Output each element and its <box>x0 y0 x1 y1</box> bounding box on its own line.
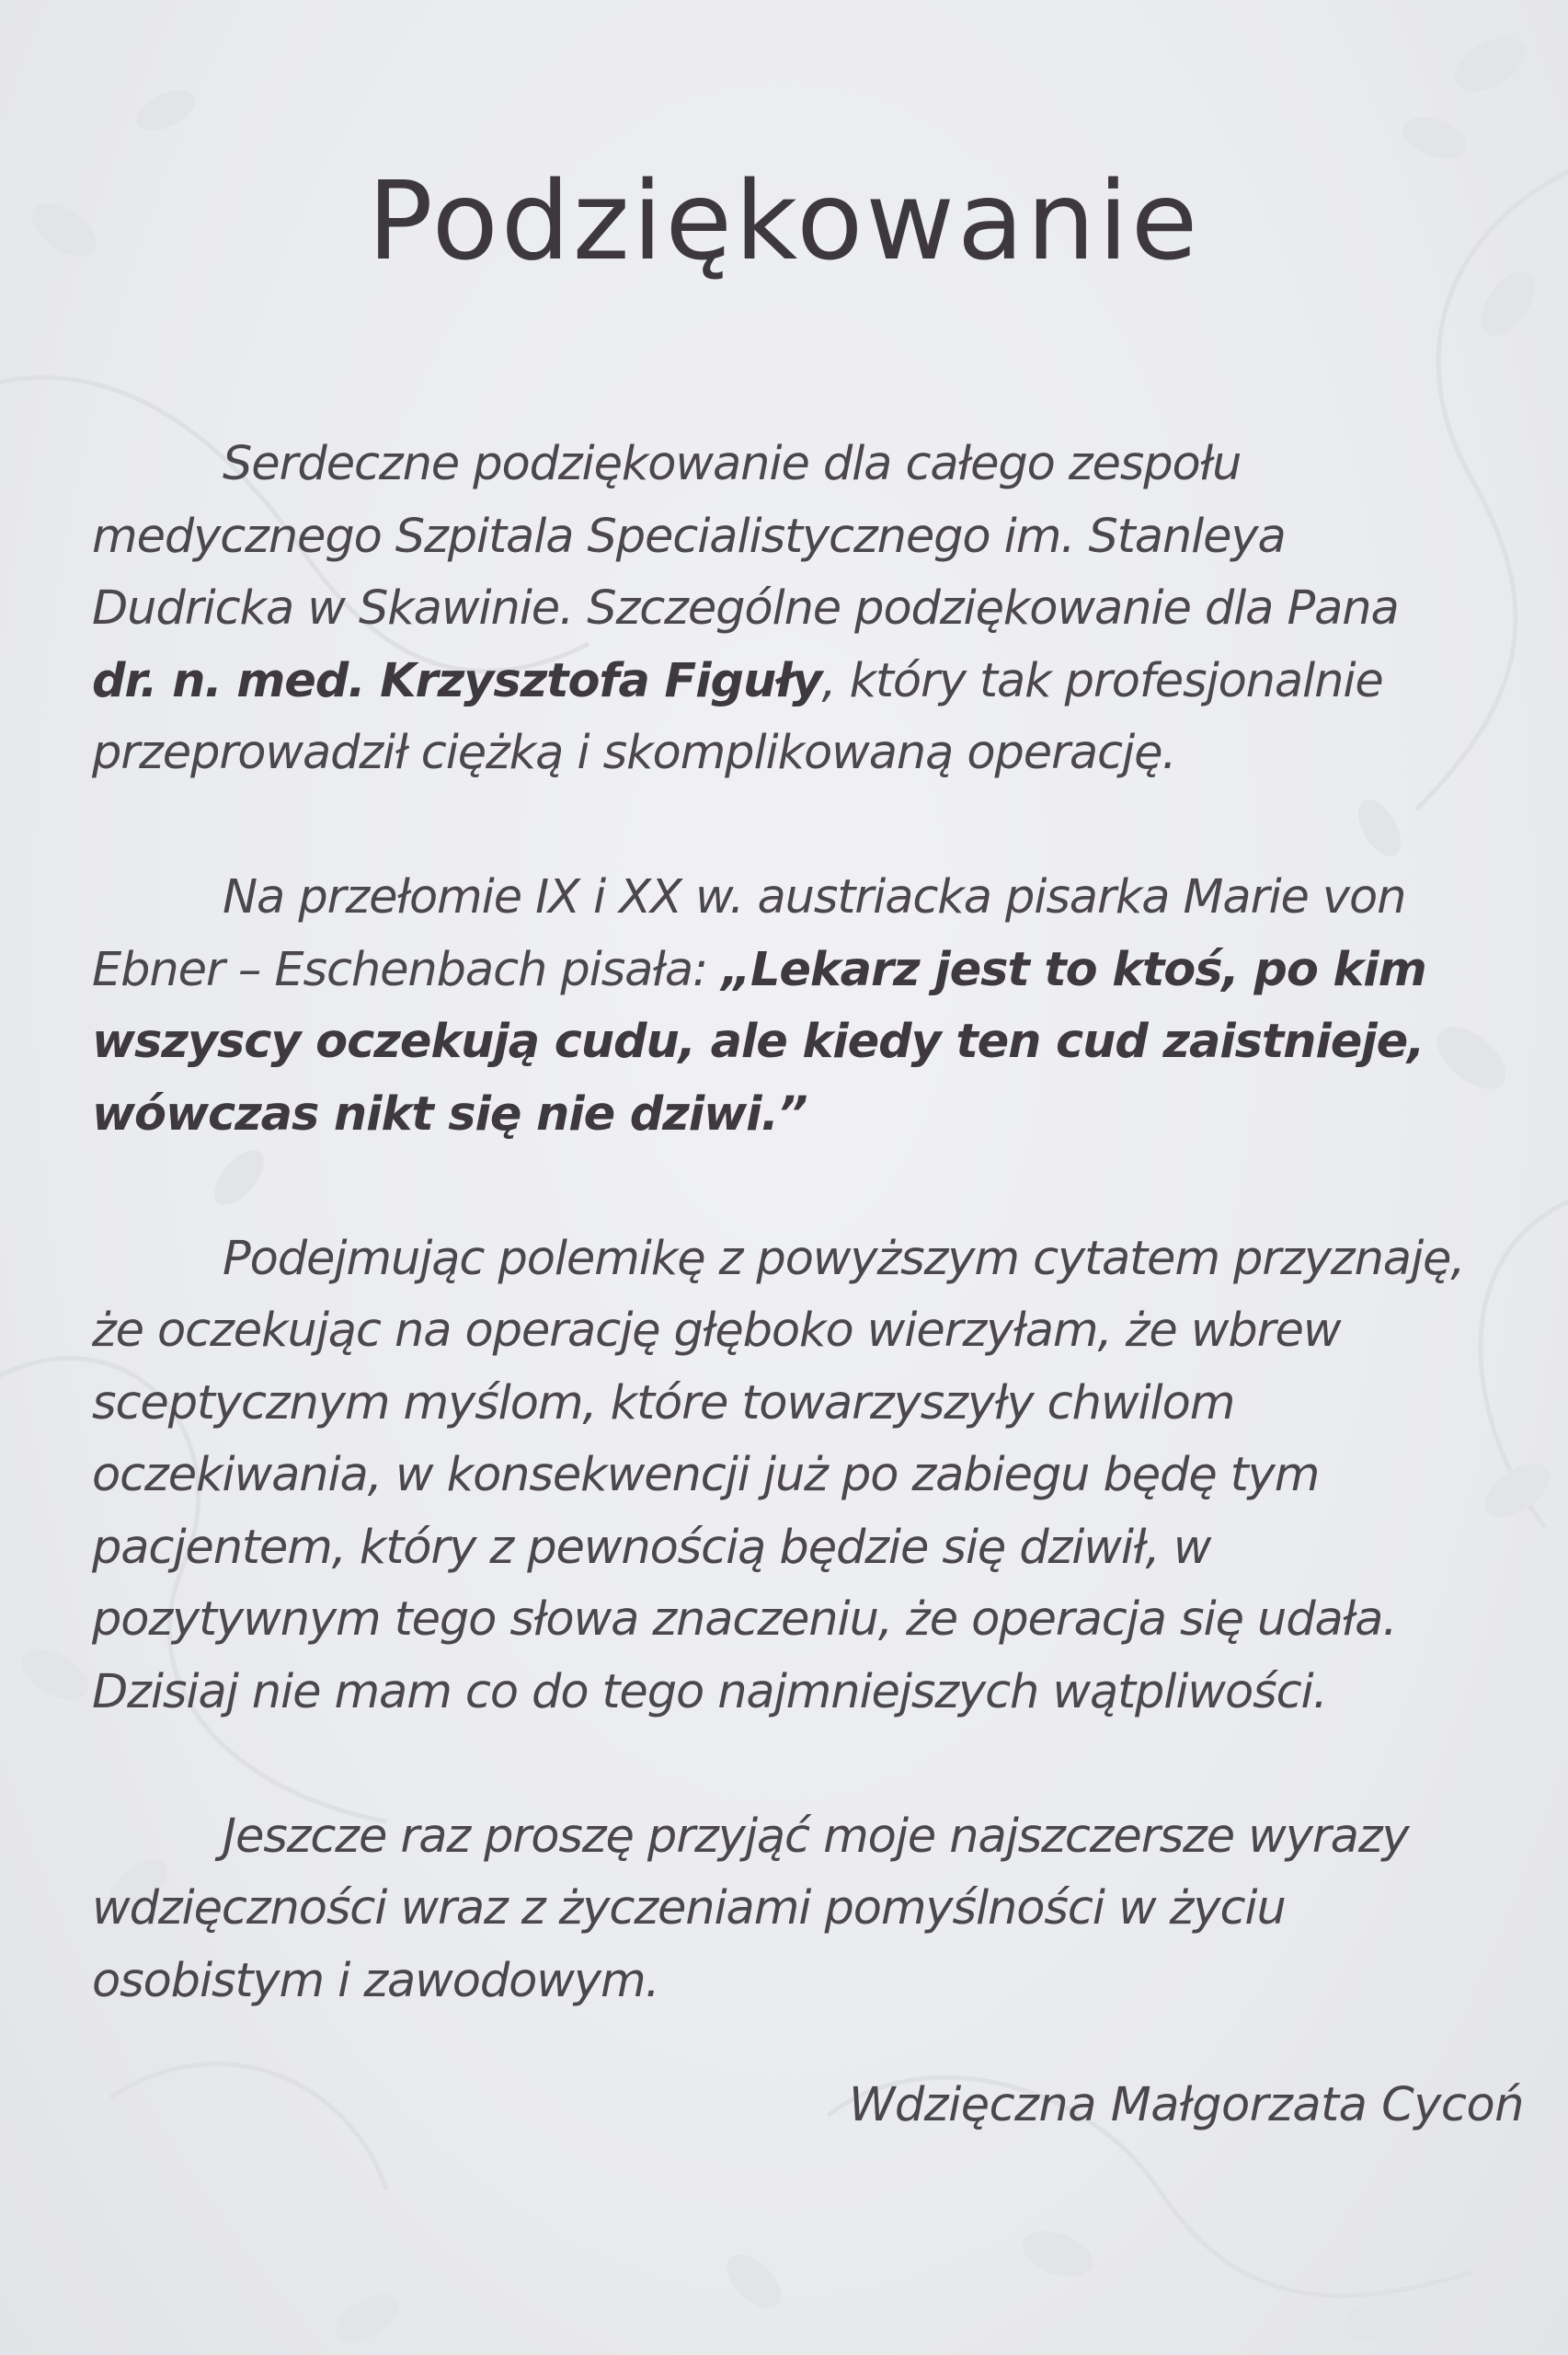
paragraph-2-line-1: Na przełomie IX i XX w. austriacka pisarka Marie von <box>223 870 1406 925</box>
letter-title: Podziękowanie <box>367 157 1201 284</box>
paragraph-4-line-3: osobistym i zawodowym. <box>92 1953 659 2008</box>
paragraph-gap <box>92 1151 1527 1223</box>
paragraph-2-line-2 <box>92 935 1527 1007</box>
paragraph-1-line-3: Dudricka w Skawinie. Szczególne podziękowanie dla Pana <box>92 581 1399 636</box>
paragraph-3-line-1: Podejmując polemikę z powyższym cytatem przyznaję, <box>223 1231 1465 1286</box>
paragraph-1-line-1: Serdeczne podziękowanie dla całego zespołu <box>223 437 1242 491</box>
letter-body <box>92 429 1527 2017</box>
doctor-name: dr. n. med. Krzysztofa Figuły <box>92 653 822 708</box>
paragraph-4-line-2: wdzięczności wraz z życzeniami pomyślności w życiu <box>92 1881 1286 1936</box>
paragraph-3-line-5: pacjentem, który z pewnością będzie się dziwił, w <box>92 1520 1211 1575</box>
paragraph-4-line-1: Jeszcze raz proszę przyjąć moje najszczersze wyrazy <box>223 1809 1409 1864</box>
paragraph-1-line-4 <box>92 646 1527 718</box>
paragraph-3-line-2: że oczekując na operację głęboko wierzyłam, że wbrew <box>92 1304 1341 1358</box>
signature: Wdzięczna Małgorzata Cycoń <box>849 2078 1524 2132</box>
paragraph-1-line-5: przeprowadził ciężką i skomplikowaną operację. <box>92 726 1176 780</box>
paragraph-3-line-3: sceptycznym myślom, które towarzyszyły chwilom <box>92 1375 1235 1430</box>
quote-line-3: wówczas nikt się nie dziwi.” <box>92 1086 807 1142</box>
paragraph-gap <box>92 790 1527 863</box>
paragraph-3-line-6: pozytywnym tego słowa znaczeniu, że operacja się udała. <box>92 1592 1397 1647</box>
paragraph-2-line-2-intro: Ebner – Eschenbach pisała: <box>92 942 722 997</box>
quote-start: „Lekarz jest to ktoś, po kim <box>721 942 1426 997</box>
paragraph-gap <box>92 1729 1527 1801</box>
paragraph-1-line-4-rest: , który tak profesjonalnie <box>821 653 1383 708</box>
paragraph-1-line-2: medycznego Szpitala Specialistycznego im. Stanleya <box>92 509 1286 564</box>
quote-line-2: wszyscy oczekują cudu, ale kiedy ten cud zaistnieje, <box>92 1015 1425 1069</box>
paragraph-3-line-7: Dzisiaj nie mam co do tego najmniejszych wątpliwości. <box>92 1664 1327 1719</box>
paragraph-3-line-4: oczekiwania, w konsekwencji już po zabiegu będę tym <box>92 1448 1320 1502</box>
